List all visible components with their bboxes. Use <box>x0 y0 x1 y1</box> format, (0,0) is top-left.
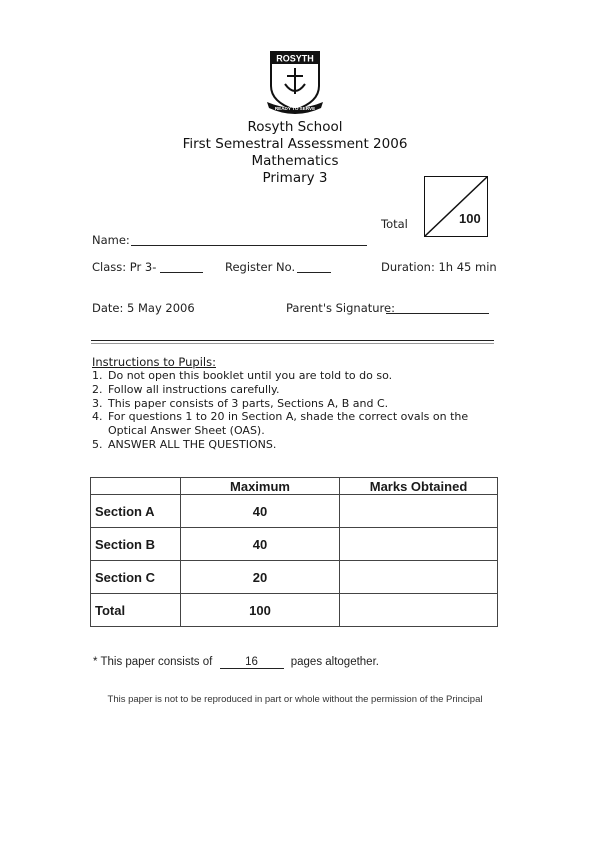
instruction-item: 3. This paper consists of 3 parts, Sections A, B and C. <box>92 396 389 410</box>
total-score-box <box>424 176 488 237</box>
page-count: 16 <box>220 656 284 669</box>
max-cell: 20 <box>181 561 340 594</box>
instruction-item: 1. Do not open this booklet until you are told to do so. <box>92 369 393 382</box>
register-field[interactable] <box>297 271 331 273</box>
instructions-list <box>92 369 502 452</box>
signature-label: Parent's Signature: <box>286 301 395 315</box>
total-label: Total <box>381 217 408 231</box>
signature-field[interactable] <box>386 312 489 314</box>
date-text: Date: 5 May 2006 <box>92 301 195 315</box>
pages-note: * This paper consists of 16 pages altogether. <box>93 656 379 668</box>
column-header <box>91 478 181 495</box>
instruction-item: 4. For questions 1 to 20 in Section A, shade the correct ovals on the Optical Answer Sheet (OAS). <box>92 410 469 438</box>
crest-text: ROSYTH <box>276 53 314 64</box>
assessment-title: First Semestral Assessment 2006 <box>182 136 408 152</box>
instructions-heading: Instructions to Pupils: <box>92 355 216 369</box>
register-label: Register No. <box>225 260 296 274</box>
instruction-item: 2. Follow all instructions carefully. <box>92 382 280 396</box>
obtained-cell[interactable] <box>340 594 498 627</box>
section-cell: Section A <box>91 495 181 528</box>
obtained-cell[interactable] <box>340 495 498 528</box>
class-label: Class: Pr 3- <box>92 260 157 274</box>
level-title: Primary 3 <box>262 170 328 186</box>
marks-table <box>90 477 498 627</box>
crest-motto: READY TO SERVE <box>274 106 316 111</box>
name-label: Name: <box>92 233 130 247</box>
section-cell: Total <box>91 594 181 627</box>
table-row <box>91 561 498 594</box>
section-cell: Section C <box>91 561 181 594</box>
divider <box>91 343 494 344</box>
name-field[interactable] <box>131 244 367 246</box>
class-field[interactable] <box>160 271 203 273</box>
table-row <box>91 594 498 627</box>
total-max-value: 100 <box>459 211 481 226</box>
obtained-cell[interactable] <box>340 528 498 561</box>
column-header: Maximum <box>181 478 340 495</box>
divider <box>91 340 494 341</box>
duration-text: Duration: 1h 45 min <box>381 260 497 274</box>
table-row <box>91 495 498 528</box>
max-cell: 40 <box>181 495 340 528</box>
table-header-row <box>91 478 498 495</box>
max-cell: 100 <box>181 594 340 627</box>
subject-title: Mathematics <box>251 153 339 169</box>
school-name: Rosyth School <box>247 119 343 135</box>
section-cell: Section B <box>91 528 181 561</box>
school-crest <box>265 48 325 114</box>
instruction-item: 5. ANSWER ALL THE QUESTIONS. <box>92 437 277 451</box>
column-header: Marks Obtained <box>340 478 498 495</box>
table-row <box>91 528 498 561</box>
obtained-cell[interactable] <box>340 561 498 594</box>
max-cell: 40 <box>181 528 340 561</box>
footer-notice: This paper is not to be reproduced in part or whole without the permission of the Principal <box>107 694 483 705</box>
